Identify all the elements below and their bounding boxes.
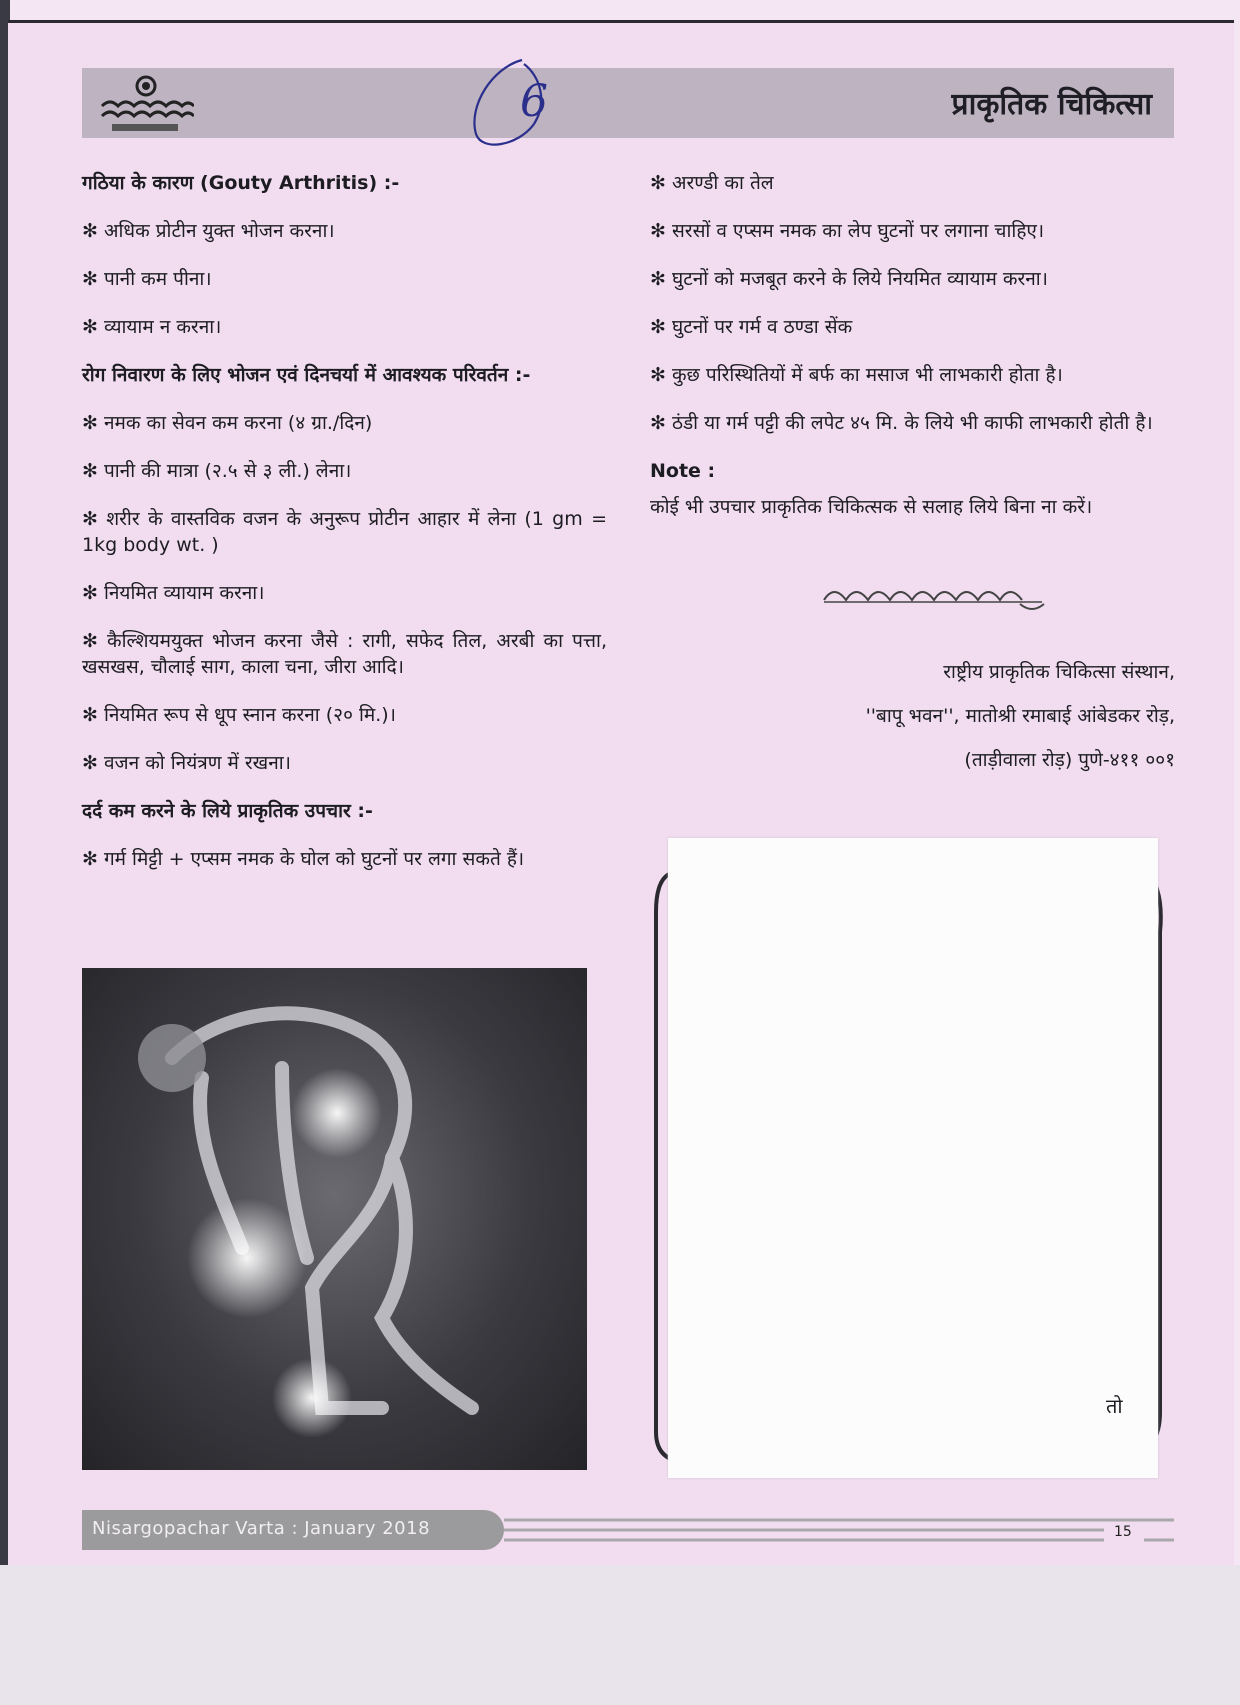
remedy-item: ✻ सरसों व एप्सम नमक का लेप घुटनों पर लगाना चाहिए। <box>650 220 1045 242</box>
cause-item: ✻ व्यायाम न करना। <box>82 316 222 338</box>
left-column <box>82 170 607 894</box>
footer-rule-lines <box>504 1512 1174 1552</box>
address-line: ''बापू भवन'', मातोश्री रमाबाई आंबेडकर रोड़, <box>865 705 1175 727</box>
handwritten-page-mark <box>462 46 572 156</box>
institute-address <box>650 659 1175 773</box>
change-item: ✻ नियमित व्यायाम करना। <box>82 582 265 604</box>
cause-item: ✻ पानी कम पीना। <box>82 268 212 290</box>
note-label: Note : <box>650 460 716 482</box>
cause-item: ✻ अधिक प्रोटीन युक्त भोजन करना। <box>82 220 335 242</box>
remedies-heading: दर्द कम करने के लिये प्राकृतिक उपचार :- <box>82 800 373 822</box>
decorative-divider-icon <box>820 580 1050 614</box>
section-title: प्राकृतिक चिकित्सा <box>951 87 1152 122</box>
change-item: ✻ पानी की मात्रा (२.५ से ३ ली.) लेना। <box>82 460 352 482</box>
knee-pain-illustration <box>82 968 587 1470</box>
skeleton-figure-icon <box>82 968 587 1470</box>
remedy-item: ✻ गर्म मिट्टी + एप्सम नमक के घोल को घुटनों पर लगा सकते हैं। <box>82 848 525 870</box>
remedy-item: ✻ घुटनों पर गर्म व ठण्डा सेंक <box>650 316 853 338</box>
sun-waves-logo-icon <box>98 74 194 134</box>
remedy-item: ✻ घुटनों को मजबूत करने के लिये नियमित व्यायाम करना। <box>650 268 1048 290</box>
page-header-band <box>82 68 1174 138</box>
publication-name: Nisargopachar Varta : January 2018 <box>92 1518 431 1539</box>
causes-heading: गठिया के कारण (Gouty Arthritis) :- <box>82 172 400 194</box>
address-line: (ताड़ीवाला रोड़) पुणे-४११ ००१ <box>964 749 1175 771</box>
change-item: ✻ नियमित रूप से धूप स्नान करना (२० मि.)। <box>82 704 396 726</box>
remedy-item: ✻ अरण्डी का तेल <box>650 172 774 194</box>
change-item: ✻ वजन को नियंत्रण में रखना। <box>82 752 291 774</box>
change-item: ✻ शरीर के वास्तविक वजन के अनुरूप प्रोटीन आहार में लेना (1 gm = 1kg body wt. ) <box>82 508 607 556</box>
right-column <box>650 170 1175 791</box>
remedy-item: ✻ कुछ परिस्थितियों में बर्फ का मसाज भी लाभकारी होता है। <box>650 364 1063 386</box>
address-line: राष्ट्रीय प्राकृतिक चिकित्सा संस्थान, <box>943 661 1175 683</box>
scan-bottom-strip <box>0 1565 1240 1705</box>
handwritten-number: 6 <box>520 76 548 127</box>
paper-fragment-text: तो <box>1106 1394 1123 1418</box>
changes-heading: रोग निवारण के लिए भोजन एवं दिनचर्या में आवश्यक परिवर्तन :- <box>82 364 531 386</box>
change-item: ✻ कैल्शियमयुक्त भोजन करना जैसे : रागी, सफेद तिल, अरबी का पत्ता, खसखस, चौलाई साग, काला चना, जीरा आदि। <box>82 630 607 678</box>
note-text: कोई भी उपचार प्राकृतिक चिकित्सक से सलाह लिये बिना ना करें। <box>650 496 1093 518</box>
page-number: 15 <box>1114 1524 1132 1540</box>
remedy-item: ✻ ठंडी या गर्म पट्टी की लपेट ४५ मि. के लिये भी काफी लाभकारी होती है। <box>650 412 1153 434</box>
change-item: ✻ नमक का सेवन कम करना (४ ग्रा./दिन) <box>82 412 373 434</box>
pasted-paper-patch <box>668 838 1158 1478</box>
